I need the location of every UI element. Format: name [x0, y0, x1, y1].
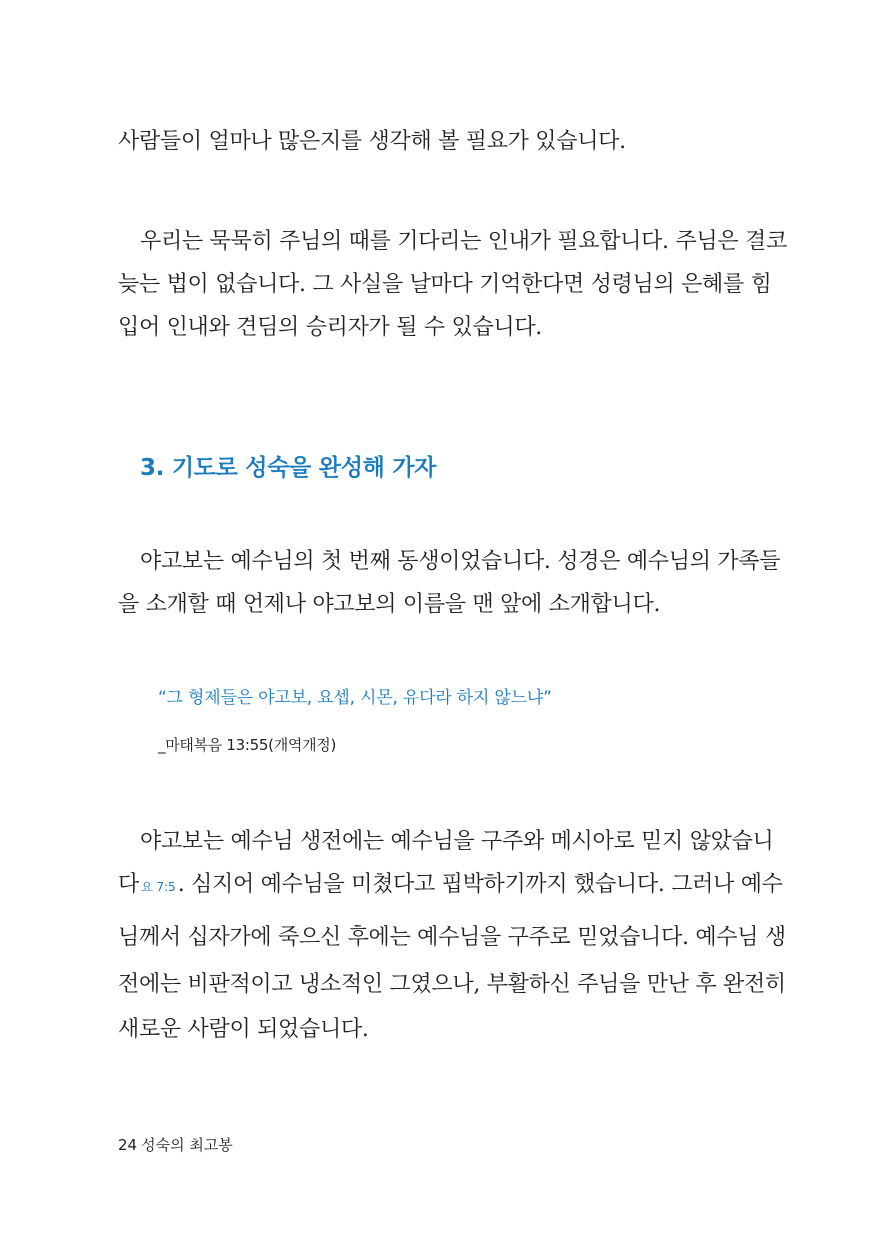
- scripture-reference: 요 7:5: [140, 880, 176, 894]
- paragraph4-text: 다: [118, 872, 139, 897]
- paragraph1-line: 사람들이 얼마나 많은지를 생각해 볼 필요가 있습니다.: [118, 129, 626, 154]
- paragraph2-line: 우리는 묵묵히 주님의 때를 기다리는 인내가 필요합니다. 주님은 결코: [140, 229, 787, 254]
- section-heading: 3. 기도로 성숙을 완성해 가자: [140, 455, 437, 481]
- paragraph3-line: 을 소개할 때 언제나 야고보의 이름을 맨 앞에 소개합니다.: [118, 592, 661, 617]
- page-footer: [118, 1135, 233, 1155]
- paragraph4-text: . 심지어 예수님을 미쳤다고 핍박하기까지 했습니다. 그러나 예수: [177, 872, 783, 897]
- paragraph3-line: 야고보는 예수님의 첫 번째 동생이었습니다. 성경은 예수님의 가족들: [140, 549, 781, 574]
- scripture-source: _마태복음 13:55(개역개정): [158, 736, 337, 754]
- paragraph4-line: 새로운 사람이 되었습니다.: [118, 1017, 369, 1042]
- paragraph4-line: 야고보는 예수님 생전에는 예수님을 구주와 메시아로 믿지 않았습니: [140, 829, 774, 854]
- page-number: 24: [118, 1136, 138, 1154]
- paragraph2-line: 입어 인내와 견딤의 승리자가 될 수 있습니다.: [118, 315, 542, 340]
- paragraph4-line: [118, 870, 783, 902]
- paragraph4-line: 전에는 비판적이고 냉소적인 그였으나, 부활하신 주님을 만난 후 완전히: [118, 972, 786, 997]
- scripture-quote: “그 형제들은 야고보, 요셉, 시몬, 유다라 하지 않느냐”: [158, 688, 552, 708]
- paragraph2-line: 늦는 법이 없습니다. 그 사실을 날마다 기억한다면 성령님의 은혜를 힘: [118, 272, 772, 297]
- book-title: 성숙의 최고봉: [141, 1136, 233, 1154]
- paragraph4-line: 님께서 십자가에 죽으신 후에는 예수님을 구주로 믿었습니다. 예수님 생: [118, 925, 786, 950]
